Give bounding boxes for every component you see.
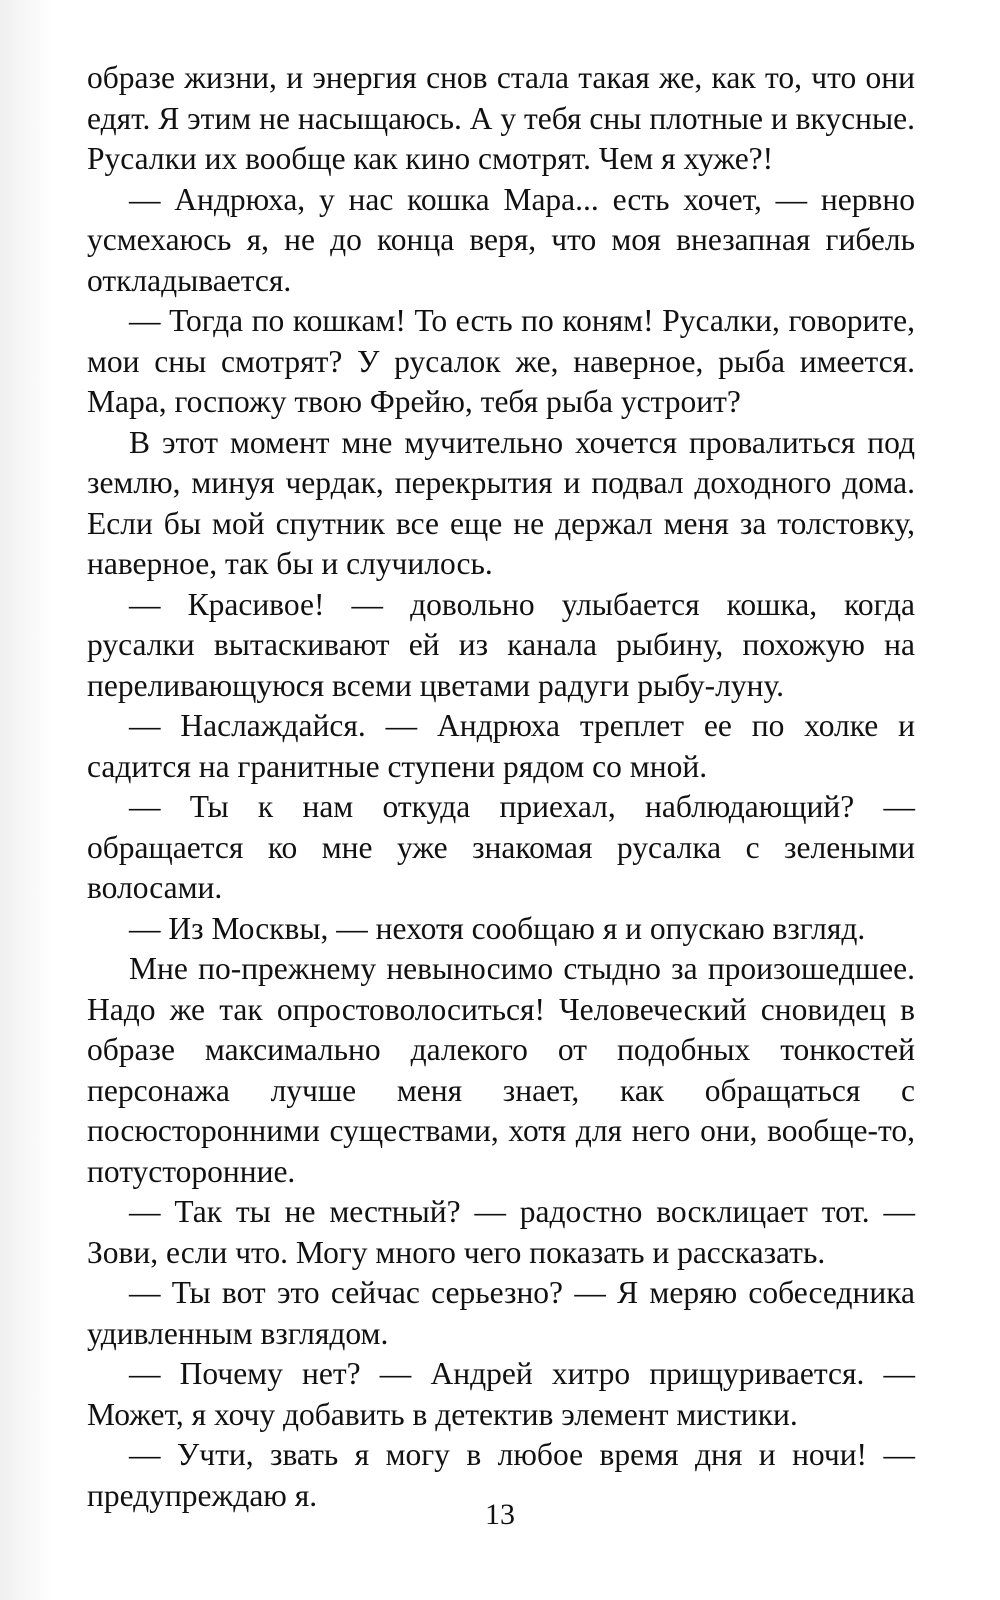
body-text — [87, 58, 915, 1516]
paragraph-12: — Почему нет? — Андрей хитро прищуривается. — Может, я хочу добавить в детектив элемент мистики. — [87, 1356, 915, 1432]
paragraph-5: — Красивое! — довольно улыбается кошка, когда русалки вытаскивают ей из канала рыбину, похожую на переливающуюся всеми цветами радуги рыбу-луну. — [87, 586, 915, 703]
page-edge-shadow — [0, 0, 52, 1600]
paragraph-7: — Ты к нам откуда приехал, наблюдающий? — обращается ко мне уже знакомая русалка с зелеными волосами. — [87, 789, 915, 905]
paragraph-9: Мне по-прежнему невыносимо стыдно за произошедшее. Надо же так опростоволоситься! Человеческий сновидец в образе максимально далекого от подобных тонкостей персонажа лучше меня знает, как обращаться с посюсторонними существами, хотя для него они, вообще-то, потусторонние. — [87, 951, 915, 1189]
paragraph-4: В этот момент мне мучительно хочется провалиться под землю, минуя чердак, перекрытия и подвал доходного дома. Если бы мой спутник все еще не держал меня за толстовку, наверное, так бы и случилось. — [87, 424, 915, 581]
paragraph-3: — Тогда по кошкам! То есть по коням! Русалки, говорите, мои сны смотрят? У русалок же, наверное, рыба имеется. Мара, госпожу твою Фрейю, тебя рыба устроит? — [87, 303, 915, 419]
paragraph-6: — Наслаждайся. — Андрюха треплет ее по холке и садится на гранитные ступени рядом со мной. — [87, 708, 915, 784]
paragraph-10: — Так ты не местный? — радостно восклицает тот. — Зови, если что. Могу много чего показать и рассказать. — [87, 1194, 915, 1270]
paragraph-11: — Ты вот это сейчас серьезно? — Я меряю собеседника удивленным взглядом. — [87, 1275, 915, 1351]
page-number: 13 — [485, 1498, 515, 1531]
paragraph-2: — Андрюха, у нас кошка Мара... есть хочет, — нервно усмехаюсь я, не до конца веря, что моя внезапная гибель откладывается. — [87, 181, 915, 298]
paragraph-1: образе жизни, и энергия снов стала такая же, как то, что они едят. Я этим не насыщаюсь. А у тебя сны плотные и вкусные. Русалки их вообще как кино смотрят. Чем я хуже?! — [87, 60, 915, 176]
paragraph-13: — Учти, звать я могу в любое время дня и ночи! — предупреждаю я. — [87, 1437, 915, 1513]
paragraph-8: — Из Москвы, — нехотя сообщаю я и опускаю взгляд. — [129, 910, 866, 946]
